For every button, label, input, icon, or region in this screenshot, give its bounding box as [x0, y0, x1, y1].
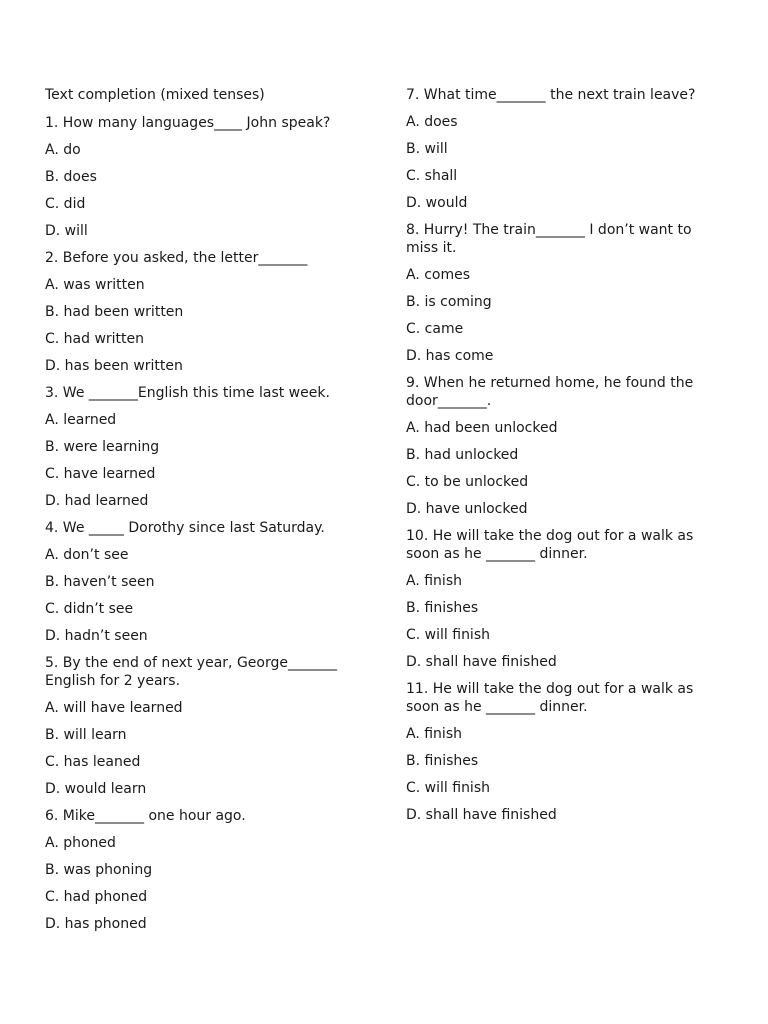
- answer-option-c: C. have learned: [45, 466, 156, 482]
- answer-option-c: C. will finish: [406, 627, 490, 643]
- question-2: [45, 249, 365, 375]
- answer-option-a: A. finish: [406, 726, 462, 742]
- answer-option-d: D. has been written: [45, 358, 183, 374]
- answer-option-a: A. will have learned: [45, 700, 183, 716]
- answer-option-d: D. shall have finished: [406, 654, 557, 670]
- question-11: [406, 680, 722, 824]
- answer-option-c: C. has leaned: [45, 754, 141, 770]
- answer-option-a: A. do: [45, 142, 81, 158]
- answer-option-b: B. haven’t seen: [45, 574, 155, 590]
- answer-option-d: D. will: [45, 223, 88, 239]
- question-prompt: 11. He will take the dog out for a walk as soon as he _______ dinner.: [406, 681, 698, 715]
- question-3: [45, 384, 365, 510]
- question-prompt: 9. When he returned home, he found the door_______.: [406, 375, 698, 409]
- question-1: [45, 114, 365, 240]
- question-4: [45, 519, 365, 645]
- answer-option-c: C. came: [406, 321, 464, 337]
- question-9: [406, 374, 722, 518]
- answer-option-c: C. had written: [45, 331, 145, 347]
- answer-option-c: C. will finish: [406, 780, 490, 796]
- answer-option-a: A. learned: [45, 412, 117, 428]
- answer-option-a: A. don’t see: [45, 547, 129, 563]
- answer-option-b: B. were learning: [45, 439, 160, 455]
- answer-option-b: B. will learn: [45, 727, 127, 743]
- answer-option-a: A. comes: [406, 267, 471, 283]
- question-5: [45, 654, 365, 798]
- answer-option-b: B. was phoning: [45, 862, 153, 878]
- answer-option-d: D. has come: [406, 348, 494, 364]
- question-prompt: 7. What time_______ the next train leave?: [406, 87, 696, 103]
- answer-option-d: D. shall have finished: [406, 807, 557, 823]
- question-7: [406, 86, 722, 212]
- answer-option-a: A. was written: [45, 277, 145, 293]
- answer-option-c: C. did: [45, 196, 86, 212]
- answer-option-a: A. finish: [406, 573, 462, 589]
- answer-option-b: B. will: [406, 141, 448, 157]
- answer-option-c: C. had phoned: [45, 889, 148, 905]
- answer-option-a: A. does: [406, 114, 458, 130]
- answer-option-a: A. had been unlocked: [406, 420, 558, 436]
- page-title: Text completion (mixed tenses): [45, 87, 265, 103]
- answer-option-b: B. had been written: [45, 304, 184, 320]
- answer-option-d: D. would: [406, 195, 468, 211]
- question-prompt: 3. We _______English this time last week.: [45, 385, 330, 401]
- question-prompt: 6. Mike_______ one hour ago.: [45, 808, 246, 824]
- answer-option-c: C. shall: [406, 168, 458, 184]
- question-prompt: 4. We _____ Dorothy since last Saturday.: [45, 520, 325, 536]
- answer-option-c: C. didn’t see: [45, 601, 134, 617]
- answer-option-c: C. to be unlocked: [406, 474, 529, 490]
- answer-option-d: D. would learn: [45, 781, 147, 797]
- answer-option-d: D. hadn’t seen: [45, 628, 148, 644]
- answer-option-d: D. has phoned: [45, 916, 147, 932]
- question-prompt: 8. Hurry! The train_______ I don’t want to miss it.: [406, 222, 696, 256]
- question-prompt: 1. How many languages____ John speak?: [45, 115, 331, 131]
- answer-option-a: A. phoned: [45, 835, 116, 851]
- answer-option-d: D. had learned: [45, 493, 149, 509]
- question-prompt: 10. He will take the dog out for a walk as soon as he _______ dinner.: [406, 528, 698, 562]
- question-prompt: 5. By the end of next year, George_______ English for 2 years.: [45, 655, 342, 689]
- answer-option-b: B. does: [45, 169, 97, 185]
- question-prompt: 2. Before you asked, the letter_______: [45, 250, 308, 266]
- question-6: [45, 807, 365, 933]
- answer-option-b: B. finishes: [406, 753, 479, 769]
- left-column: [45, 86, 365, 942]
- question-8: [406, 221, 722, 365]
- question-10: [406, 527, 722, 671]
- answer-option-d: D. have unlocked: [406, 501, 528, 517]
- right-column: [406, 86, 722, 833]
- answer-option-b: B. is coming: [406, 294, 492, 310]
- answer-option-b: B. finishes: [406, 600, 479, 616]
- answer-option-b: B. had unlocked: [406, 447, 519, 463]
